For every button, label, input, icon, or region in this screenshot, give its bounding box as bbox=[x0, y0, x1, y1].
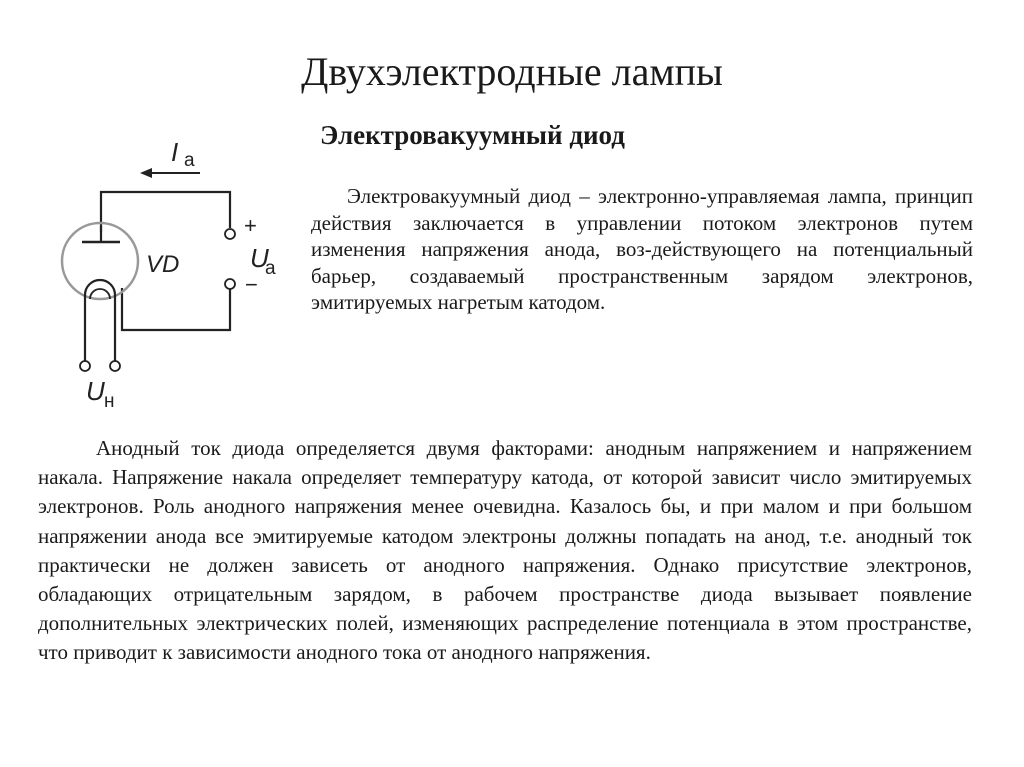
anode-plus-terminal bbox=[225, 229, 235, 239]
anode-minus-terminal bbox=[225, 279, 235, 289]
current-arrow-head bbox=[140, 168, 152, 178]
slide-subtitle: Электровакуумный диод bbox=[320, 120, 625, 150]
return-wire bbox=[122, 288, 230, 330]
anode-current-paragraph: Анодный ток диода определяется двумя факторами: анодным напряжением и напряжением накала. Напряжение накала определяет температуру катода, от которой зависит число эмитируемых электронов. Роль анодного напряжения менее очевидна. Казалось бы, и при малом и при большом напряжении анода все эмитируемые катодом электроны должны попадать на анод, т.е. анодный ток практически не должен зависеть от анодного напряжения. Однако присутствие электронов, обладающих отрицательным зарядом, в рабочем пространстве диода вызывает появление дополнительных электрических полей, изменяющих распределение потенциала в этом пространстве, что приводит к зависимости анодного тока от анодного напряжения. bbox=[38, 436, 972, 665]
current-symbol: I bbox=[171, 137, 179, 167]
anode-wire bbox=[101, 192, 230, 232]
minus-sign: − bbox=[245, 272, 258, 297]
heater-terminal-left bbox=[80, 361, 90, 371]
heater-voltage-subscript: н bbox=[104, 391, 115, 412]
current-subscript: а bbox=[184, 150, 195, 171]
heater-terminal-right bbox=[110, 361, 120, 371]
diode-circuit-diagram bbox=[60, 130, 300, 415]
diode-definition-paragraph: Электровакуумный диод – электронно-управляемая лампа, принцип действия заключается в управлении потоком электронов путем изменения напряжения анода, воз-действующего на потенциальный барьер, создаваемый пространственным зарядом электронов, эмитируемых нагретым катодом. bbox=[311, 184, 973, 314]
slide-title: Двухэлектродные лампы bbox=[301, 49, 723, 94]
cathode-heater bbox=[85, 280, 115, 361]
anode-voltage-subscript: а bbox=[265, 258, 276, 279]
device-label: VD bbox=[146, 251, 180, 278]
plus-sign: + bbox=[244, 213, 257, 238]
anode-voltage-symbol: U bbox=[250, 243, 269, 273]
heater-voltage-symbol: U bbox=[86, 376, 105, 406]
